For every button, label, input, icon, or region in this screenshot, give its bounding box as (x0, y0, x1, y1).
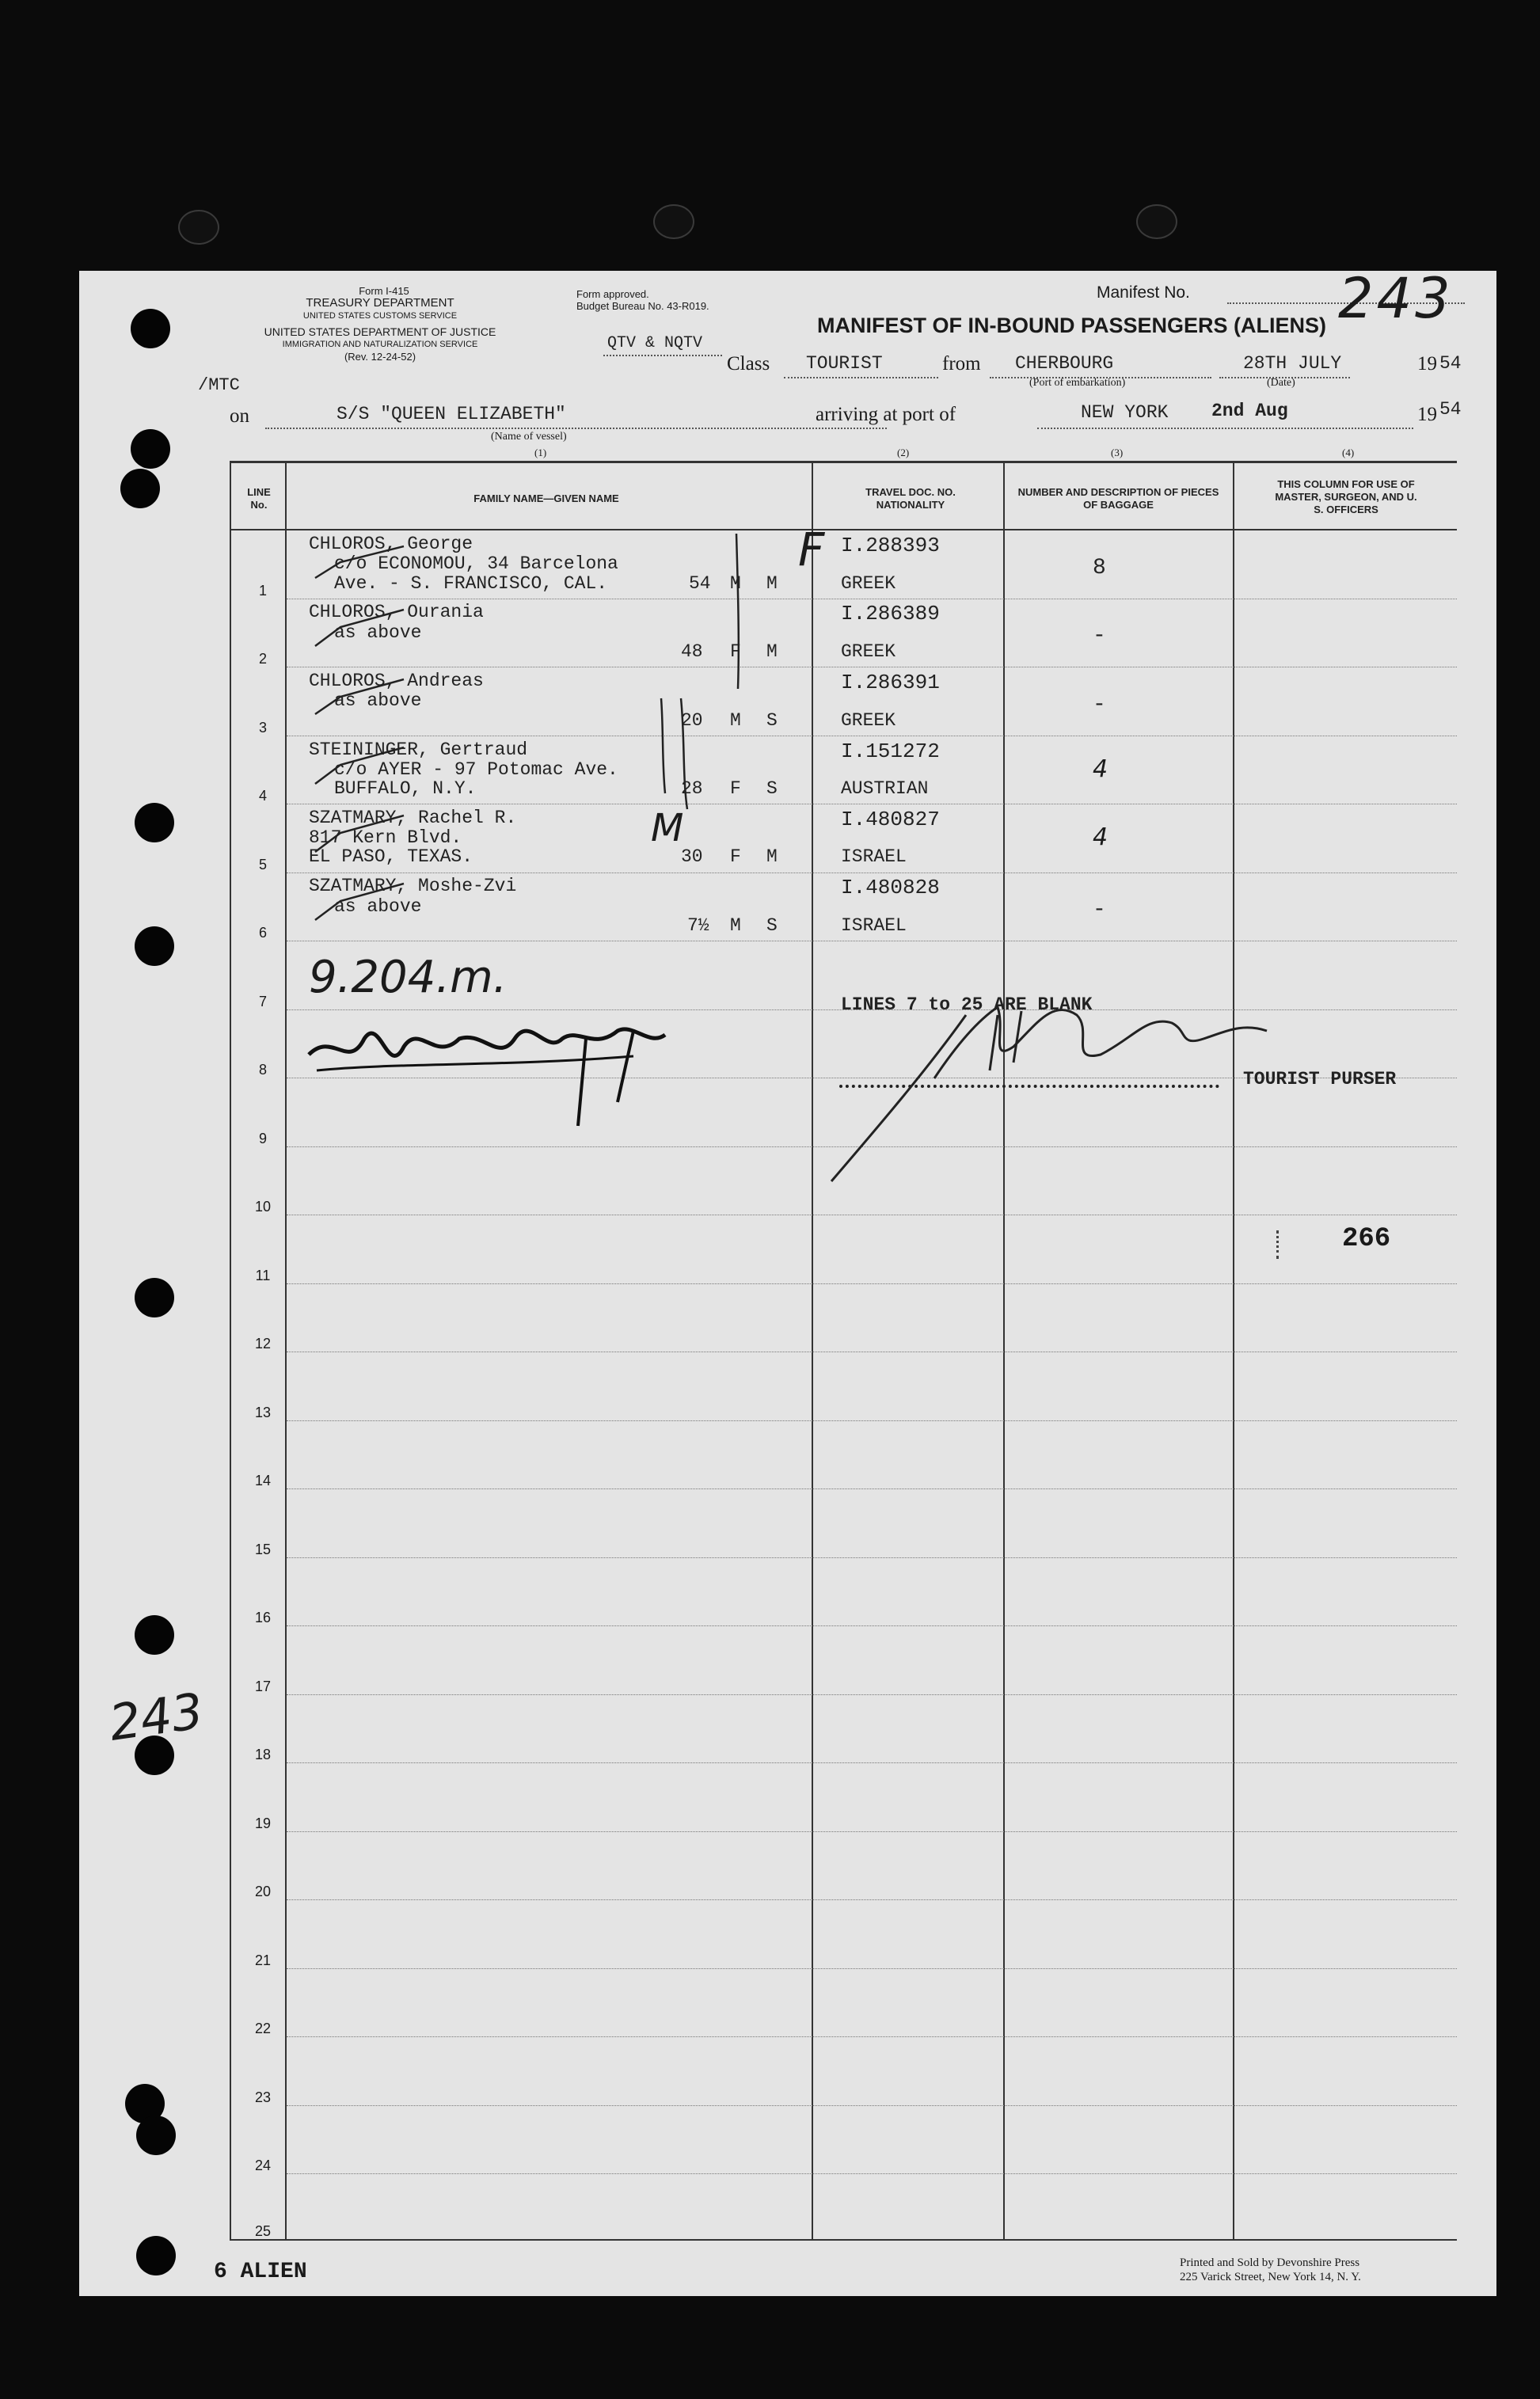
passenger-age: 7½ (687, 915, 709, 936)
punch-hole (135, 1278, 174, 1317)
line-number: 2 (258, 651, 267, 667)
arrival-year: 54 (1439, 399, 1462, 420)
handwritten-m: M (651, 806, 684, 850)
col-header-officers: THIS COLUMN FOR USE OF MASTER, SURGEON, AND U. S. OFFICERS (1275, 478, 1417, 515)
sail-date: 28TH JULY (1243, 353, 1342, 374)
punch-hole (135, 803, 174, 842)
from-label: from (942, 353, 981, 374)
passenger-age: 30 (681, 846, 703, 867)
travel-doc: I.288393 (841, 534, 940, 557)
passenger-sex: F (730, 778, 741, 799)
customs-service: UNITED STATES CUSTOMS SERVICE (302, 311, 458, 321)
passenger-address: EL PASO, TEXAS. (309, 846, 473, 867)
passenger-marital: S (766, 710, 778, 731)
class-line (784, 377, 938, 378)
line-number: 8 (258, 1062, 267, 1078)
class-label: Class (727, 353, 770, 374)
officer-signature (301, 1007, 744, 1142)
purser-title: TOURIST PURSER (1243, 1069, 1397, 1089)
handwritten-annotation: 9.204.m. (309, 952, 508, 1003)
passenger-sex: F (730, 846, 741, 867)
line-number: 15 (254, 1542, 272, 1557)
manifest-sheet (79, 266, 1496, 2296)
check-mark (315, 610, 404, 646)
baggage: 4 (1093, 823, 1108, 851)
line-number: 21 (254, 1952, 272, 1968)
manifest-no-label: Manifest No. (1097, 283, 1190, 302)
line-number: 6 (258, 925, 267, 941)
line-number: 22 (254, 2021, 272, 2036)
nationality: ISRAEL (841, 915, 907, 936)
blank-lines-note: LINES 7 to 25 ARE BLANK (841, 994, 1093, 1015)
col-num-2: (2) (897, 447, 910, 458)
table-left-border (230, 461, 231, 2239)
passenger-sex: M (730, 710, 741, 731)
mtc-code: /MTC (198, 375, 240, 395)
bracket-mark (661, 698, 665, 793)
passenger-address: as above (334, 896, 422, 917)
on-label: on (230, 405, 249, 427)
passenger-address: 817 Kern Blvd. (309, 827, 462, 848)
line-number: 5 (258, 857, 267, 873)
margin-number: 243 (105, 1682, 207, 1752)
bracket-mark (681, 698, 687, 809)
passenger-sex: F (730, 641, 741, 662)
col-num-1: (1) (534, 447, 547, 458)
ins-service: IMMIGRATION AND NATURALIZATION SERVICE (282, 340, 478, 349)
travel-doc: I.151272 (841, 739, 940, 763)
punch-hole (135, 926, 174, 966)
port-line (1037, 428, 1413, 429)
manifest-no-value: 243 (1338, 266, 1454, 331)
passenger-address: c/o AYER - 97 Potomac Ave. (334, 759, 618, 780)
dept-justice: UNITED STATES DEPARTMENT OF JUSTICE (264, 325, 496, 338)
punch-hole (136, 2236, 176, 2275)
arriving-label: arriving at port of (816, 404, 956, 425)
from-value: CHERBOURG (1015, 353, 1114, 374)
stamp-number: 266 (1342, 1224, 1391, 1254)
passenger-age: 28 (681, 778, 703, 799)
bracket-mark (736, 534, 739, 689)
nationality: GREEK (841, 641, 896, 662)
vessel-line (265, 428, 887, 429)
passenger-age: 48 (681, 641, 703, 662)
nationality: GREEK (841, 710, 896, 731)
passenger-sex: M (730, 573, 741, 594)
col-header-baggage: NUMBER AND DESCRIPTION OF PIECES OF BAGGAGE (1017, 486, 1219, 511)
col-header-doc: TRAVEL DOC. NO. NATIONALITY (865, 486, 956, 511)
route-code: QTV & NQTV (607, 334, 703, 352)
col-num-3: (3) (1111, 447, 1124, 458)
col-header-line-no: LINE No. (247, 486, 271, 511)
check-mark (315, 747, 404, 784)
passenger-sex: M (730, 915, 741, 936)
line-number: 20 (254, 1884, 272, 1899)
line-number: 14 (254, 1473, 272, 1488)
travel-doc: I.480828 (841, 876, 940, 899)
line-number: 7 (258, 994, 267, 1009)
purser-dotted-line (839, 1085, 1219, 1088)
punch-hole (131, 309, 170, 348)
divider-doc (1003, 461, 1005, 2239)
date-caption: (Date) (1267, 377, 1295, 389)
punch-hole (136, 2116, 176, 2155)
passenger-address: as above (334, 690, 422, 711)
dept-treasury: TREASURY DEPARTMENT (306, 296, 454, 310)
line-number: 13 (254, 1405, 272, 1420)
check-mark (315, 816, 404, 852)
passenger-marital: M (766, 573, 778, 594)
port-arrival: NEW YORK (1081, 402, 1169, 423)
year-prefix: 19 (1417, 353, 1437, 374)
divider-baggage (1233, 461, 1234, 2239)
passenger-name: CHLOROS, Ourania (309, 602, 484, 622)
class-value: TOURIST (806, 353, 883, 374)
passenger-marital: S (766, 915, 778, 936)
form-revision: (Rev. 12-24-52) (344, 351, 416, 363)
nationality: AUSTRIAN (841, 778, 929, 799)
baggage: 8 (1093, 556, 1106, 580)
line-number: 9 (258, 1131, 267, 1146)
line-number: 17 (254, 1679, 272, 1694)
punch-hole (135, 1615, 174, 1655)
check-mark (315, 546, 404, 578)
line-number: 12 (254, 1336, 272, 1352)
baggage: - (1093, 898, 1106, 922)
line-number: 11 (255, 1268, 271, 1283)
table-top-border (230, 461, 1457, 463)
printer-line-2: 225 Varick Street, New York 14, N. Y. (1180, 2271, 1361, 2283)
line-number: 3 (258, 720, 267, 736)
vessel-name: S/S "QUEEN ELIZABETH" (337, 404, 566, 424)
sail-year: 54 (1439, 353, 1462, 374)
handwriting-marks (253, 524, 966, 968)
budget-bureau: Budget Bureau No. 43-R019. (576, 300, 709, 312)
arrival-year-prefix: 19 (1417, 404, 1437, 425)
travel-doc: I.286391 (841, 671, 940, 694)
travel-doc: I.286389 (841, 602, 940, 625)
nationality: GREEK (841, 573, 896, 594)
baggage: - (1093, 693, 1106, 717)
printer-line-1: Printed and Sold by Devonshire Press (1180, 2256, 1360, 2269)
line-number: 24 (254, 2158, 272, 2173)
line-number: 16 (254, 1610, 272, 1625)
line-number: 19 (254, 1815, 272, 1831)
passenger-age: 54 (689, 573, 711, 594)
form-code: 6 ALIEN (214, 2260, 307, 2284)
line-number: 23 (254, 2089, 272, 2105)
passenger-address: as above (334, 622, 422, 643)
passenger-name: STEININGER, Gertraud (309, 739, 528, 760)
col-header-name: FAMILY NAME—GIVEN NAME (473, 492, 619, 504)
form-approved: Form approved. (576, 288, 649, 300)
passenger-address: Ave. - S. FRANCISCO, CAL. (334, 573, 608, 594)
stamp-tick (1276, 1230, 1279, 1259)
table-bottom-border (230, 2239, 1457, 2241)
handwritten-f: F (798, 523, 825, 576)
punch-hole (131, 429, 170, 469)
passenger-marital: S (766, 778, 778, 799)
line-number: 18 (254, 1747, 272, 1762)
col-num-4: (4) (1342, 447, 1355, 458)
passenger-address: BUFFALO, N.Y. (334, 778, 477, 799)
port-caption: (Port of embarkation) (1029, 377, 1126, 389)
line-number: 10 (254, 1199, 272, 1215)
baggage: - (1093, 624, 1106, 648)
line-number: 1 (258, 583, 267, 599)
baggage: 4 (1093, 755, 1108, 783)
passenger-address: c/o ECONOMOU, 34 Barcelona (334, 553, 618, 574)
passenger-age: 20 (681, 710, 703, 731)
check-mark (315, 679, 404, 714)
form-number: Form I-415 (359, 285, 409, 297)
vessel-caption: (Name of vessel) (491, 431, 567, 443)
punch-hole (120, 469, 160, 508)
route-code-line (603, 355, 722, 356)
manifest-title: MANIFEST OF IN-BOUND PASSENGERS (ALIENS) (817, 314, 1327, 337)
passenger-name: SZATMARY, Moshe-Zvi (309, 876, 517, 896)
line-number: 4 (258, 788, 267, 804)
passenger-name: CHLOROS, George (309, 534, 473, 554)
arrival-date: 2nd Aug (1211, 401, 1288, 421)
passenger-marital: M (766, 641, 778, 662)
passenger-name: SZATMARY, Rachel R. (309, 808, 517, 828)
passenger-marital: M (766, 846, 778, 867)
check-mark (315, 884, 404, 920)
line-number: 25 (254, 2223, 272, 2239)
passenger-name: CHLOROS, Andreas (309, 671, 484, 691)
nationality: ISRAEL (841, 846, 907, 867)
travel-doc: I.480827 (841, 808, 940, 831)
